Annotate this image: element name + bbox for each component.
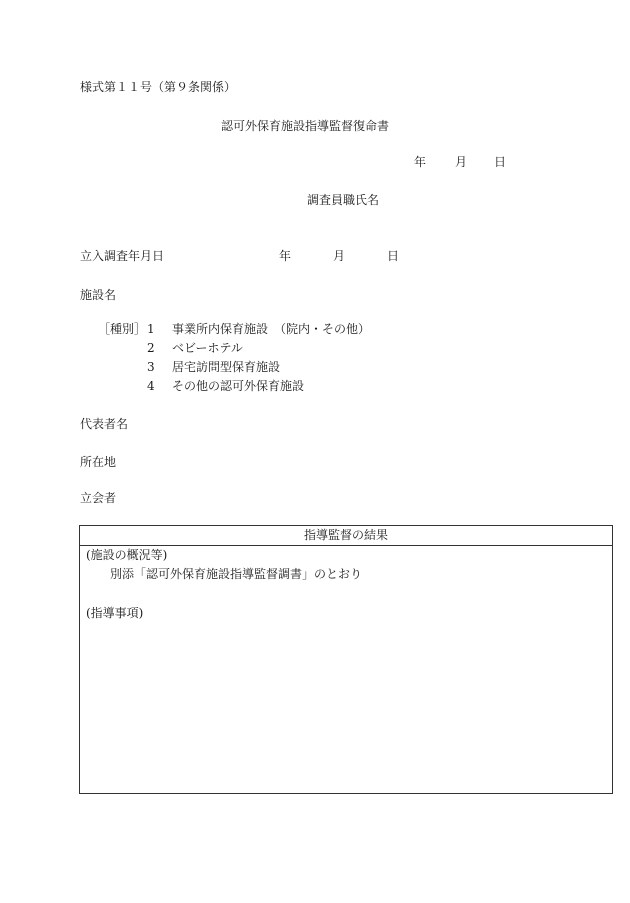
document-title: 認可外保育施設指導監督復命書 xyxy=(221,119,390,133)
results-box xyxy=(79,525,613,794)
report-date-day: 日 xyxy=(494,155,507,169)
facility-type-option: 居宅訪問型保育施設 xyxy=(172,360,281,374)
facility-type-number: 4 xyxy=(147,379,155,393)
facility-type-option: その他の認可外保育施設 xyxy=(172,379,305,393)
location-label: 所在地 xyxy=(80,455,117,469)
inspection-date-month: 月 xyxy=(333,249,346,263)
report-date-year: 年 xyxy=(414,155,427,169)
inspection-date-year: 年 xyxy=(279,249,292,263)
facility-name-label: 施設名 xyxy=(80,288,117,302)
inspection-date-label: 立入調査年月日 xyxy=(80,249,165,263)
guidance-label: (指導事項) xyxy=(86,606,144,620)
facility-type-label: ［種別］ xyxy=(98,322,147,336)
form-number: 様式第１１号（第９条関係） xyxy=(80,80,237,94)
facility-type-option: 事業所内保育施設 （院内・その他） xyxy=(172,322,371,336)
representative-label: 代表者名 xyxy=(80,417,129,431)
investigator-label: 調査員職氏名 xyxy=(307,193,380,207)
facility-type-number: 3 xyxy=(147,360,155,374)
attendee-label: 立会者 xyxy=(80,491,117,505)
facility-type-number: 1 xyxy=(147,322,155,336)
overview-label: (施設の概況等) xyxy=(86,548,168,562)
inspection-date-day: 日 xyxy=(387,249,400,263)
facility-type-number: 2 xyxy=(147,341,155,355)
report-date-month: 月 xyxy=(455,155,468,169)
overview-text: 別添「認可外保育施設指導監督調書」のとおり xyxy=(110,567,363,581)
facility-type-option: ベビーホテル xyxy=(172,341,243,355)
results-header: 指導監督の結果 xyxy=(80,526,612,546)
